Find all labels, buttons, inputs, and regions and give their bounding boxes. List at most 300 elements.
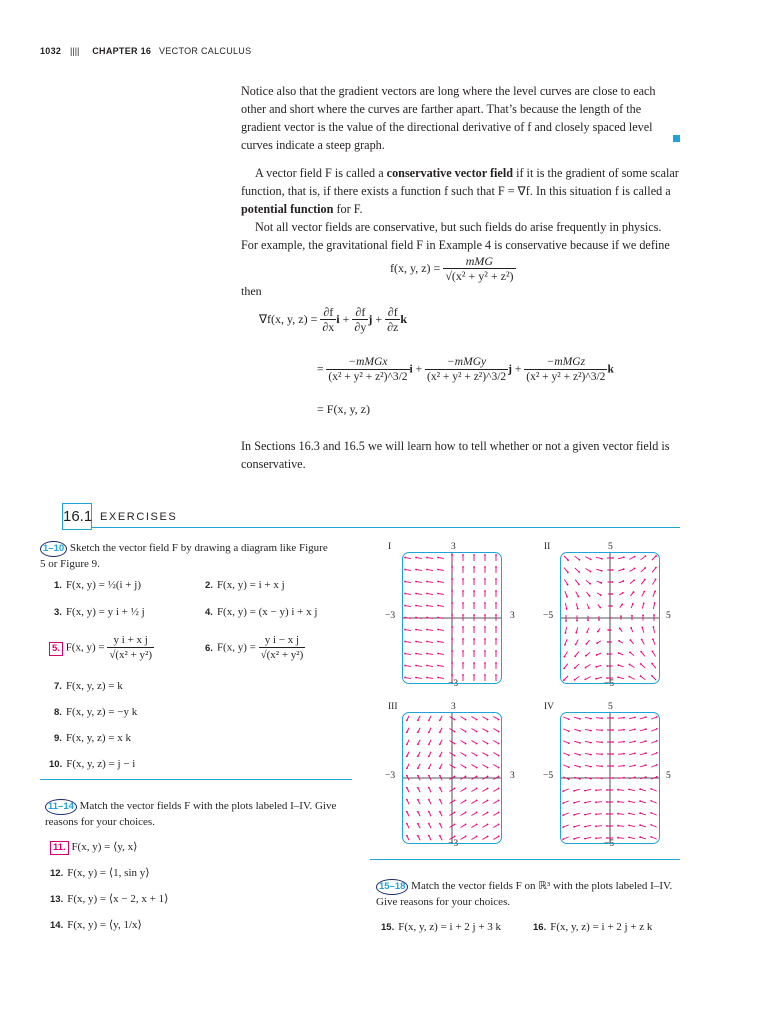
field-arrow-head — [656, 728, 658, 730]
exercise-9 — [54, 731, 131, 746]
field-arrow — [471, 716, 476, 719]
field-arrow-head — [454, 731, 456, 733]
field-arrow-head — [643, 603, 645, 605]
field-arrow-head — [576, 620, 578, 622]
field-arrow — [460, 788, 465, 791]
range-1-10: 1–10 — [40, 541, 67, 557]
field-arrow-head — [465, 800, 467, 802]
field-arrow-head — [428, 787, 430, 789]
field-arrow-head — [454, 743, 456, 745]
field-arrow-head — [595, 825, 597, 827]
field-arrow — [416, 654, 422, 655]
field-arrow-head — [476, 743, 478, 745]
field-arrow — [574, 729, 580, 731]
exercise-text: F(x, y) = ⟨1, sin y⟩ — [67, 867, 150, 879]
field-arrow-head — [623, 741, 625, 743]
field-arrow-head — [656, 776, 658, 778]
field-arrow — [460, 764, 465, 767]
field-arrow-head — [588, 607, 590, 609]
field-arrow — [460, 752, 465, 755]
component-z-fraction — [524, 355, 607, 385]
field-arrow-head — [595, 801, 597, 803]
exercise-lhs: F(x, y) = — [65, 641, 105, 654]
field-arrow-head — [428, 755, 430, 757]
field-arrow-head — [618, 652, 620, 654]
exercise-5 — [49, 633, 154, 663]
field-arrow-head — [462, 638, 464, 640]
unit-k: k — [400, 311, 408, 326]
plot-II-right-tick: 5 — [666, 611, 671, 621]
field-arrow-head — [564, 656, 566, 658]
field-arrow-head — [645, 752, 647, 754]
field-arrow-head — [568, 766, 570, 768]
field-arrow — [460, 836, 465, 839]
field-arrow — [651, 813, 657, 815]
plot-I-bottom-tick: −3 — [448, 679, 459, 689]
field-arrow — [405, 642, 411, 643]
field-arrow-head — [437, 593, 439, 595]
field-arrow-head — [406, 743, 408, 745]
field-arrow-head — [415, 617, 417, 619]
field-arrow-head — [426, 605, 428, 607]
field-arrow — [438, 606, 444, 607]
field-arrow-head — [617, 789, 619, 791]
exercise-8 — [54, 705, 137, 720]
range-11-14: 11–14 — [45, 799, 77, 815]
field-arrow — [460, 740, 465, 743]
field-arrow-head — [415, 605, 417, 607]
field-arrow-head — [612, 729, 614, 731]
field-arrow-head — [575, 644, 577, 646]
field-arrow-head — [611, 593, 613, 595]
field-arrow-head — [563, 667, 565, 669]
field-arrow-head — [473, 566, 475, 568]
field-arrow — [629, 677, 634, 680]
field-arrow-head — [579, 754, 581, 756]
field-arrow-head — [476, 836, 478, 838]
field-arrow-head — [590, 718, 592, 720]
field-arrow-head — [650, 800, 652, 802]
plot-III-left-tick: −3 — [385, 771, 396, 781]
field-arrow-head — [454, 767, 456, 769]
field-arrow-head — [428, 767, 430, 769]
field-arrow — [493, 764, 498, 767]
field-arrow — [618, 677, 624, 678]
field-arrow-head — [630, 627, 632, 629]
exercise-fraction-den: √(x² + y²) — [109, 649, 153, 661]
field-arrow-head — [655, 555, 657, 557]
chapter-label: CHAPTER 16 — [92, 46, 152, 56]
exercise-fraction — [107, 633, 154, 663]
exercise-number: 9. — [54, 733, 62, 744]
field-arrow-head — [476, 776, 478, 778]
field-arrow-head — [573, 790, 575, 792]
field-arrow-head — [596, 642, 598, 644]
field-arrow-head — [454, 719, 456, 721]
exercise-number-highlighted: 5. — [49, 642, 63, 656]
exercise-number: 4. — [205, 607, 213, 618]
field-arrow-head — [628, 789, 630, 791]
field-arrow — [651, 741, 657, 743]
field-arrow-head — [566, 596, 568, 598]
field-arrow-head — [451, 566, 453, 568]
field-arrow-head — [641, 639, 643, 641]
partial-z-num: ∂f — [385, 305, 400, 320]
field-arrow — [640, 801, 646, 803]
field-arrow-head — [473, 674, 475, 676]
field-arrow — [565, 591, 567, 597]
field-arrow-head — [634, 568, 636, 570]
field-arrow-head — [498, 767, 500, 769]
field-arrow — [640, 825, 646, 827]
field-arrow-head — [573, 838, 575, 840]
field-arrow-head — [590, 778, 592, 780]
field-arrow — [493, 788, 498, 791]
field-arrow — [416, 678, 422, 679]
field-arrow-head — [595, 837, 597, 839]
field-arrow-head — [417, 811, 419, 813]
field-arrow — [651, 837, 657, 839]
intro-text: Notice also that the gradient vectors are long where the level curves are close to each other and short where the curves are farther apart. That’s because the length of the gradient vector is the value of the directional derivative of f and closely spaced level curves indicate a steep graph. — [241, 84, 656, 152]
field-arrow-head — [439, 775, 441, 777]
field-arrow-head — [465, 731, 467, 733]
field-arrow — [563, 729, 569, 731]
exercise-text: F(x, y) = ½(i + j) — [65, 579, 141, 591]
instruction-11-14: Match the vector fields F with the plots labeled I–IV. Give reasons for your choices. — [45, 800, 337, 828]
field-arrow-head — [589, 583, 591, 585]
field-arrow — [471, 824, 476, 827]
plot-IV-top-tick: 5 — [608, 702, 613, 712]
field-arrow — [640, 765, 646, 767]
field-arrow-head — [567, 559, 569, 561]
field-arrow-head — [612, 717, 614, 719]
field-arrow — [585, 557, 590, 560]
field-arrow-head — [634, 765, 636, 767]
field-arrow-head — [465, 767, 467, 769]
field-arrow — [438, 666, 444, 667]
field-arrow-head — [476, 788, 478, 790]
field-arrow — [651, 801, 657, 803]
exercise-text: F(x, y, z) = i + 2 j + 3 k — [398, 921, 502, 933]
field-arrow — [471, 800, 476, 803]
field-arrow-head — [476, 719, 478, 721]
field-arrow-head — [623, 717, 625, 719]
field-arrow-head — [643, 591, 645, 593]
field-arrow-head — [633, 579, 635, 581]
field-arrow-head — [623, 777, 625, 779]
field-arrow-head — [650, 812, 652, 814]
exercise-14 — [50, 918, 142, 933]
paragraph-2 — [241, 218, 681, 254]
field-arrow-head — [577, 608, 579, 610]
field-arrow — [651, 717, 657, 719]
partial-z-fraction — [385, 305, 400, 335]
field-arrow-head — [579, 718, 581, 720]
field-arrow — [640, 741, 646, 743]
field-arrow-head — [462, 602, 464, 604]
field-arrow-head — [484, 554, 486, 556]
field-arrow-head — [484, 614, 486, 616]
field-arrow-head — [639, 788, 641, 790]
exercise-text: F(x, y) = i + x j — [216, 579, 285, 591]
plot-label-IV: IV — [544, 702, 555, 712]
field-arrow-head — [584, 838, 586, 840]
field-arrow-head — [585, 667, 587, 669]
exercise-16 — [533, 920, 652, 935]
field-arrow-head — [590, 754, 592, 756]
field-arrow-head — [406, 835, 408, 837]
field-arrow-head — [645, 716, 647, 718]
field-arrow-head — [629, 664, 631, 666]
field-arrow-head — [650, 824, 652, 826]
field-arrow-head — [406, 731, 408, 733]
field-arrow-head — [484, 638, 486, 640]
field-arrow-head — [484, 626, 486, 628]
field-arrow-head — [439, 755, 441, 757]
field-arrow-head — [629, 651, 631, 653]
vector-field-plot-IV — [560, 712, 660, 844]
field-arrow-head — [451, 626, 453, 628]
field-arrow-head — [404, 593, 406, 595]
field-arrow-head — [484, 674, 486, 676]
header-separator: |||| — [70, 46, 80, 56]
field-arrow-head — [612, 741, 614, 743]
field-arrow-head — [465, 788, 467, 790]
field-arrow-head — [437, 665, 439, 667]
field-arrow-head — [417, 799, 419, 801]
field-arrow — [482, 716, 487, 719]
field-arrow-head — [462, 662, 464, 664]
field-arrow-head — [454, 836, 456, 838]
field-arrow-head — [484, 602, 486, 604]
field-arrow — [563, 825, 569, 827]
field-arrow — [405, 558, 411, 559]
field-arrow-head — [426, 653, 428, 655]
field-arrow-head — [634, 753, 636, 755]
field-arrow — [405, 666, 411, 667]
plot-II-left-tick: −5 — [543, 611, 554, 621]
field-arrow — [460, 716, 465, 719]
field-arrow — [651, 825, 657, 827]
field-arrow-head — [451, 650, 453, 652]
field-arrow-head — [623, 729, 625, 731]
field-arrow-head — [439, 799, 441, 801]
field-arrow-head — [628, 676, 630, 678]
field-arrow — [574, 801, 580, 803]
field-arrow — [563, 837, 569, 839]
field-arrow-head — [437, 617, 439, 619]
exercise-fraction-num: y i − x j — [259, 633, 306, 648]
exercise-number: 2. — [205, 580, 213, 591]
field-arrow-head — [584, 802, 586, 804]
field-arrow-head — [484, 566, 486, 568]
field-arrow-head — [586, 631, 588, 633]
field-arrow-head — [631, 615, 633, 617]
paragraph-2-text: Not all vector fields are conservative, but such fields do arise frequently in physics. For example, the gravitational field F in Example 4 is conservative because if we define — [241, 220, 670, 252]
field-arrow-head — [587, 619, 589, 621]
field-arrow-head — [562, 802, 564, 804]
field-arrow-head — [473, 614, 475, 616]
divider-2 — [370, 859, 680, 860]
plot-II-bottom-tick: −5 — [604, 679, 615, 689]
field-arrow-head — [634, 777, 636, 779]
field-arrow-head — [622, 580, 624, 582]
field-arrow-head — [640, 663, 642, 665]
field-arrow-head — [579, 559, 581, 561]
definition-text — [241, 164, 681, 218]
field-arrow-head — [439, 835, 441, 837]
exercise-number: 13. — [50, 894, 64, 905]
field-arrow-head — [462, 554, 464, 556]
plot-I-canvas — [403, 553, 501, 683]
plot-I-top-tick: 3 — [451, 542, 456, 552]
field-arrow-head — [617, 825, 619, 827]
field-arrow-head — [406, 755, 408, 757]
field-arrow-head — [579, 742, 581, 744]
field-arrow-head — [584, 826, 586, 828]
partial-x-num: ∂f — [320, 305, 336, 320]
field-arrow-head — [498, 776, 500, 778]
field-arrow-head — [437, 677, 439, 679]
field-arrow-head — [451, 590, 453, 592]
field-arrow-head — [651, 663, 653, 665]
partial-y-fraction — [352, 305, 368, 335]
field-arrow-head — [562, 790, 564, 792]
field-arrow-head — [487, 836, 489, 838]
then-word: then — [241, 284, 262, 298]
field-arrow-head — [612, 777, 614, 779]
field-arrow-head — [426, 593, 428, 595]
exercise-1 — [54, 578, 141, 593]
field-arrow-head — [426, 557, 428, 559]
exercise-text: F(x, y) = y i + ½ j — [65, 606, 145, 618]
exercise-number: 7. — [54, 681, 62, 692]
field-arrow-head — [606, 789, 608, 791]
field-arrow-head — [585, 655, 587, 657]
field-arrow — [493, 812, 498, 815]
field-arrow — [405, 594, 411, 595]
field-arrow-head — [634, 729, 636, 731]
field-arrow-head — [417, 743, 419, 745]
field-arrow-head — [606, 677, 608, 679]
field-arrow — [651, 789, 657, 791]
partial-y-num: ∂f — [352, 305, 368, 320]
definition-tail: for F. — [333, 202, 363, 216]
field-arrow-head — [595, 813, 597, 815]
plot-II-canvas — [561, 553, 659, 683]
field-arrow-head — [498, 836, 500, 838]
field-arrow-head — [426, 617, 428, 619]
field-arrow-head — [618, 640, 620, 642]
field-arrow-head — [623, 568, 625, 570]
field-arrow — [416, 582, 422, 583]
field-arrow-head — [607, 629, 609, 631]
field-arrow-head — [568, 742, 570, 744]
field-arrow-head — [495, 566, 497, 568]
field-arrow-head — [612, 557, 614, 559]
component-z-num: −mMGz — [524, 355, 607, 370]
field-arrow-head — [607, 653, 609, 655]
field-arrow-head — [623, 556, 625, 558]
field-arrow-head — [568, 754, 570, 756]
potential-numerator: mMG — [443, 254, 515, 269]
field-arrow-head — [645, 740, 647, 742]
field-arrow-head — [495, 674, 497, 676]
field-arrow — [575, 676, 580, 680]
field-arrow-head — [495, 638, 497, 640]
field-arrow-head — [426, 569, 428, 571]
exercise-number: 8. — [54, 707, 62, 718]
component-x-fraction — [326, 355, 409, 385]
plus-sign: + — [342, 311, 350, 326]
field-arrow-head — [566, 608, 568, 610]
field-arrow-head — [495, 662, 497, 664]
field-arrow — [574, 765, 580, 767]
field-arrow-head — [484, 590, 486, 592]
field-arrow-head — [642, 614, 644, 616]
field-arrow-head — [498, 755, 500, 757]
field-arrow-head — [417, 775, 419, 777]
field-arrow-head — [415, 569, 417, 571]
field-arrow-head — [612, 753, 614, 755]
field-arrow-head — [628, 825, 630, 827]
field-arrow-head — [498, 743, 500, 745]
exercise-text: F(x, y, z) = k — [65, 680, 123, 692]
field-arrow-head — [428, 719, 430, 721]
potential-fraction — [443, 254, 515, 284]
field-arrow-head — [487, 824, 489, 826]
field-arrow — [641, 676, 646, 680]
field-arrow-head — [590, 730, 592, 732]
field-arrow-head — [656, 740, 658, 742]
field-arrow-head — [654, 590, 656, 592]
page-number: 1032 — [40, 46, 62, 56]
field-arrow-head — [437, 557, 439, 559]
field-arrow — [651, 753, 657, 755]
field-arrow-head — [473, 626, 475, 628]
field-arrow — [482, 800, 487, 803]
field-arrow-head — [462, 578, 464, 580]
field-arrow-head — [645, 555, 647, 557]
field-arrow-head — [606, 665, 608, 667]
field-arrow — [471, 836, 476, 839]
field-arrow-head — [473, 638, 475, 640]
field-arrow-head — [417, 787, 419, 789]
exercise-group-11-14 — [45, 799, 340, 829]
field-arrow-head — [640, 651, 642, 653]
field-arrow — [427, 666, 433, 667]
field-arrow-head — [465, 836, 467, 838]
field-arrow-head — [590, 742, 592, 744]
field-arrow — [493, 836, 498, 839]
field-arrow-head — [439, 767, 441, 769]
field-arrow — [405, 630, 411, 631]
field-arrow-head — [404, 557, 406, 559]
field-arrow-head — [562, 826, 564, 828]
field-arrow-head — [473, 662, 475, 664]
field-arrow-head — [599, 607, 601, 609]
field-arrow-head — [404, 617, 406, 619]
field-arrow — [427, 630, 433, 631]
field-arrow-head — [596, 654, 598, 656]
field-arrow — [563, 765, 569, 767]
field-arrow — [652, 556, 656, 560]
field-arrow-head — [586, 643, 588, 645]
field-arrow-head — [462, 614, 464, 616]
exercise-number: 15. — [381, 922, 395, 933]
plot-I-left-tick: −3 — [385, 611, 396, 621]
field-arrow-head — [465, 812, 467, 814]
